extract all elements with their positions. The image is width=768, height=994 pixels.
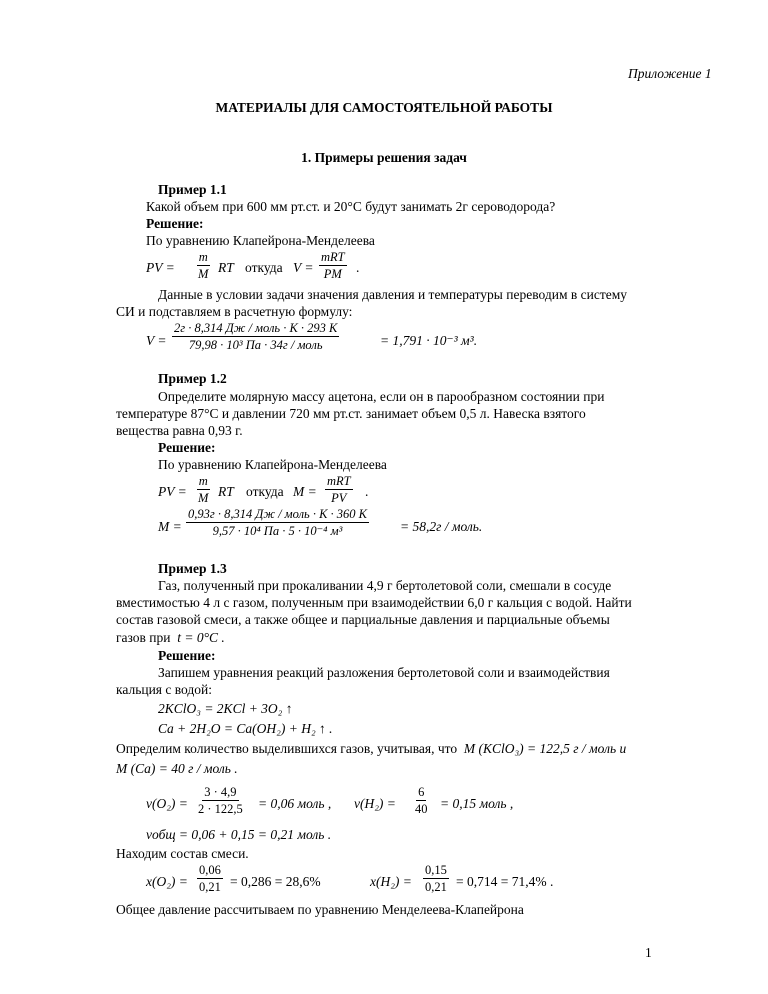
- example-1-3-question-1: Газ, полученный при прокаливании 4,9 г бертолетовой соли, смешали в сосуде: [158, 578, 612, 593]
- fraction-h2-lhs: x(H₂) =: [370, 874, 412, 889]
- section-heading: 1. Примеры решения задач: [301, 150, 467, 165]
- amount-o2-result: = 0,06 моль ,: [258, 796, 332, 811]
- amount-o2-fraction: $\frac{3 \cdot 4,9}{2 \cdot 122,5}$: [198, 785, 243, 816]
- formula-word: откуда: [245, 260, 283, 275]
- formula-lhs: M =: [158, 519, 182, 534]
- example-1-3-question-3: состав газовой смеси, а также общее и парциальные давления и парциальные объемы: [116, 612, 610, 627]
- example-1-3-text-2: кальция с водой:: [116, 682, 212, 697]
- fraction-o2-lhs: x(O₂) =: [146, 874, 188, 889]
- molar-mass-kclo3: M (KClO₃) = 122,5 г / моль и: [463, 741, 627, 756]
- amount-h2-lhs: ν(H₂) =: [354, 796, 396, 811]
- formula-lhs-2: M =: [293, 484, 317, 499]
- example-1-1-text: По уравнению Клапейрона-Менделеева: [146, 233, 375, 248]
- fraction: 0,93г · 8,314 Дж / моль · К · 360 К 9,57 · 10⁴ Па · 5 · 10⁻⁴ м³: [188, 507, 367, 538]
- example-1-1-question: Какой объем при 600 мм рт.ст. и 20°С будут занимать 2г сероводорода?: [146, 199, 556, 214]
- amount-total: νобщ = 0,06 + 0,15 = 0,21 моль .: [146, 827, 332, 842]
- formula-lhs: PV =: [146, 260, 175, 275]
- fraction-o2-result: = 0,286 = 28,6%: [230, 874, 321, 889]
- example-1-3-text-5: Общее давление рассчитываем по уравнению Менделеева-Клапейрона: [116, 902, 524, 917]
- example-1-1-text-2: Данные в условии задачи значения давления и температуры переводим в систему: [158, 287, 628, 302]
- formula-term: RT: [218, 484, 234, 499]
- molar-mass-ca: M (Ca) = 40 г / моль .: [116, 761, 238, 776]
- fraction-2: mRT PM: [321, 250, 345, 281]
- example-1-3-text-1: Запишем уравнения реакций разложения бертолетовой соли и взаимодействия: [158, 665, 610, 680]
- example-1-3-question-4: газов при t = 0°C .: [116, 630, 225, 645]
- fraction: 2г · 8,314 Дж / моль · К · 293 К 79,98 · 10³ Па · 34г / моль: [174, 321, 338, 352]
- example-1-3-solution-label: Решение:: [158, 648, 216, 663]
- example-1-3-text-3: Определим количество выделившихся газов, учитывая, что M (KClO₃) = 122,5 г / моль и: [116, 741, 627, 756]
- example-1-3-question-2: вместимостью 4 л с газом, полученным при взаимодействии 6,0 г кальция с водой. Найти: [116, 595, 632, 610]
- fraction: $\frac{m}{M}$: [198, 250, 209, 281]
- document-title: МАТЕРИАЛЫ ДЛЯ САМОСТОЯТЕЛЬНОЙ РАБОТЫ: [215, 100, 553, 115]
- example-1-1-solution-label: Решение:: [146, 216, 204, 231]
- example-1-2-heading: Пример 1.2: [158, 371, 227, 386]
- formula-end: .: [365, 484, 369, 499]
- formula-lhs: PV =: [158, 484, 187, 499]
- fraction: $\frac{m}{M}$: [198, 474, 209, 505]
- formula-result: = 58,2г / моль.: [400, 519, 483, 534]
- reaction-equation-1: 2KClO₃ = 2KCl + 3O₂ ↑: [158, 701, 293, 716]
- formula-term: RT: [218, 260, 234, 275]
- fraction-h2-result: = 0,714 = 71,4% .: [456, 874, 554, 889]
- amount-h2-fraction: $\frac{6}{40}$: [415, 785, 428, 816]
- fraction-h2-fraction: $\frac{0,15}{0,21}$: [425, 863, 447, 894]
- example-1-2-question-2: температуре 87°С и давлении 720 мм рт.ст. занимает объем 0,5 л. Навеска взятого: [116, 406, 586, 421]
- fraction-o2-fraction: $\frac{0,06}{0,21}$: [199, 863, 221, 894]
- appendix-label: Приложение 1: [628, 66, 712, 81]
- formula-word: откуда: [246, 484, 284, 499]
- example-1-3-text-4: Находим состав смеси.: [116, 846, 249, 861]
- example-1-2-question-3: вещества равна 0,93 г.: [116, 423, 243, 438]
- reaction-equation-2: Ca + 2H₂O = Ca(OH₂) + H₂ ↑ .: [158, 721, 333, 736]
- fraction-2: mRT PV: [327, 474, 351, 505]
- formula-lhs-2: V =: [293, 260, 314, 275]
- formula-lhs: V =: [146, 333, 167, 348]
- example-1-2-text: По уравнению Клапейрона-Менделеева: [158, 457, 387, 472]
- amount-h2-result: = 0,15 моль ,: [440, 796, 514, 811]
- example-1-1-heading: Пример 1.1: [158, 182, 227, 197]
- page-number: 1: [645, 945, 652, 960]
- formula-end: .: [356, 260, 360, 275]
- example-1-2-question-1: Определите молярную массу ацетона, если он в парообразном состоянии при: [158, 389, 605, 404]
- formula-result: = 1,791 · 10⁻³ м³.: [380, 333, 478, 348]
- example-1-2-solution-label: Решение:: [158, 440, 216, 455]
- example-1-3-heading: Пример 1.3: [158, 561, 227, 576]
- example-1-1-text-3: СИ и подставляем в расчетную формулу:: [116, 304, 353, 319]
- amount-o2-lhs: ν(O₂) =: [146, 796, 188, 811]
- condition: t = 0°C .: [177, 630, 225, 645]
